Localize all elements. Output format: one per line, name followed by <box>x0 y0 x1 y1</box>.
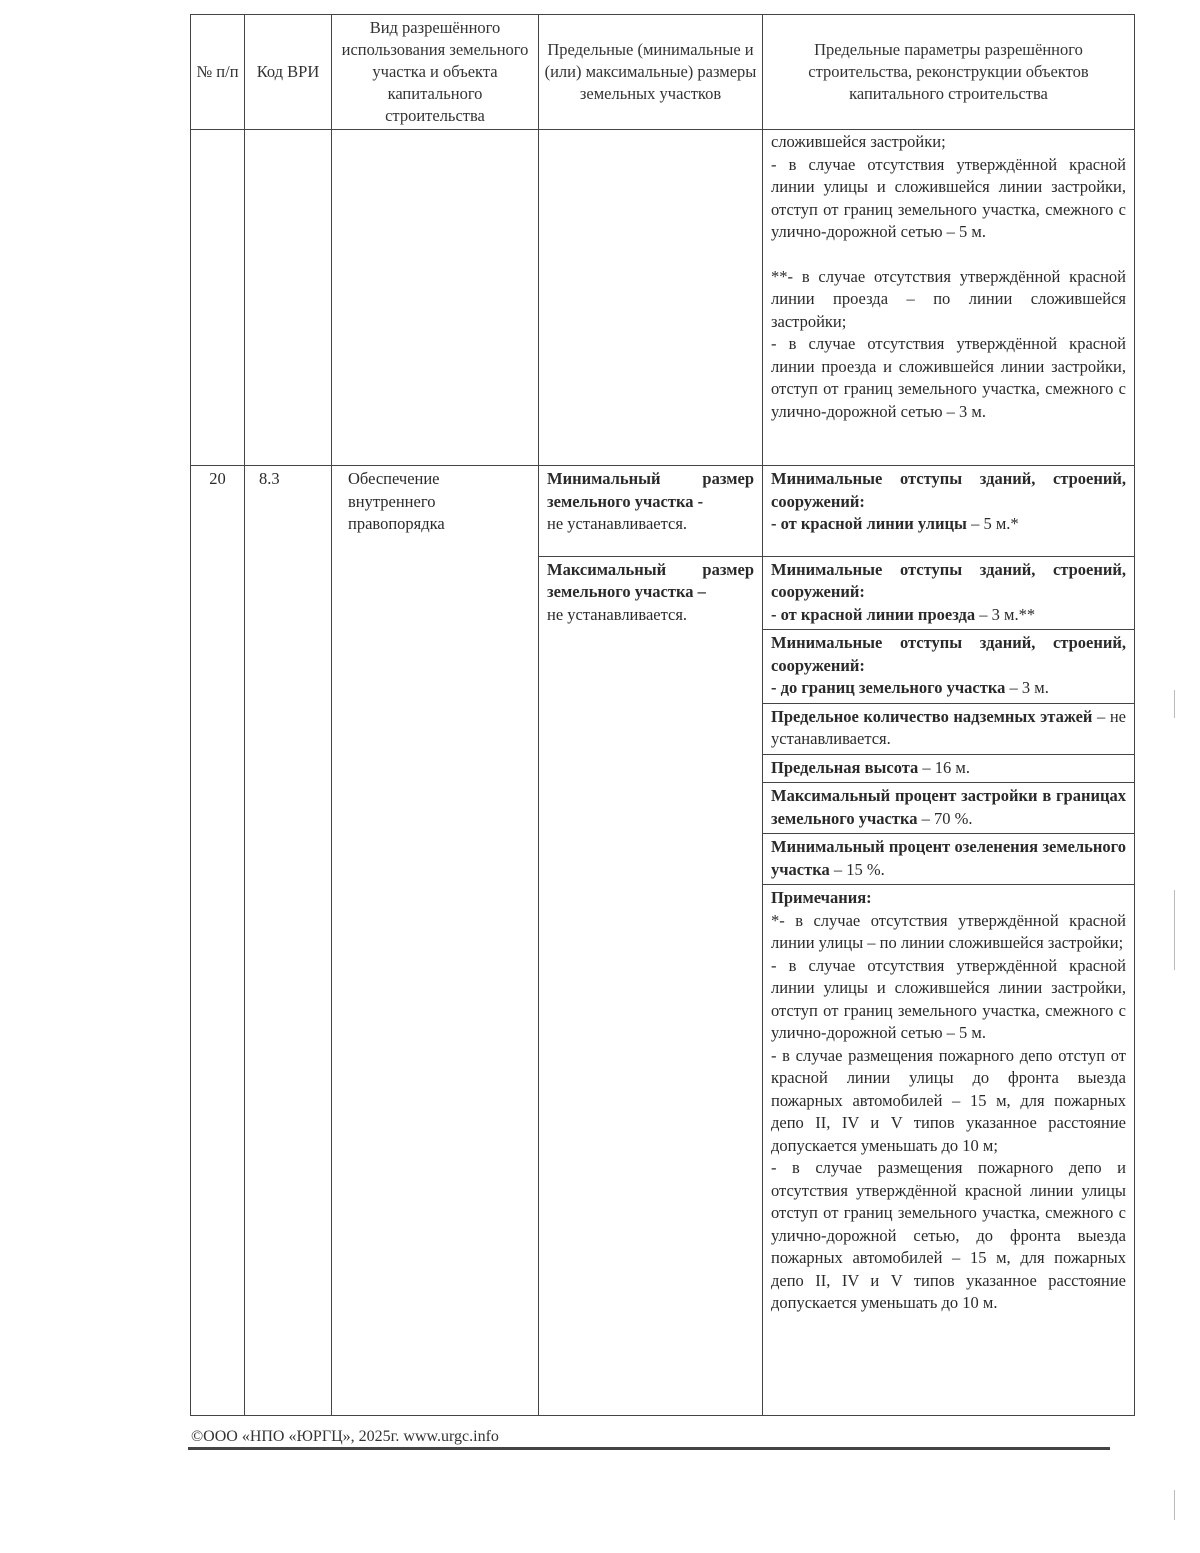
green-label: Минимальный процент озеленения земельного участка <box>771 837 1126 879</box>
cell-continued-params <box>763 130 1135 466</box>
notes-paragraph: - в случае отсутствия утверждённой красной линии улицы и сложившейся линии застройки, отступ от границ земельного участка, смежного с улично-дорожной сетью – 5 м. <box>771 955 1126 1042</box>
setback-passage-label: - от красной линии проезда <box>771 604 976 624</box>
continued-paragraph: **- в случае отсутствия утверждённой красной линии проезда – по линии сложившейся застройки; <box>771 266 1126 331</box>
cell-empty <box>539 130 763 466</box>
cell-row-params <box>763 466 1135 1416</box>
height-value: – 16 м. <box>918 757 970 777</box>
sizes-subtable <box>539 466 762 629</box>
notes-paragraph: - в случае размещения пожарного депо и отсутствия утверждённой красной линии улицы отступ от границ земельного участка, смежного с улично-дорожной сетью, до фронта выезда пожарных автомобилей – 15 м, для пожарных депо II, IV и V типов указанное расстояние допускается уменьшать до 10 м. <box>771 1158 1126 1312</box>
coverage-value: – 70 %. <box>917 808 973 828</box>
continued-paragraph: - в случае отсутствия утверждённой красной линии улицы и сложившейся линии застройки, отступ от границ земельного участка, смежного с улично-дорожной сетью – 5 м. <box>771 154 1126 241</box>
row-number: 20 <box>209 469 226 488</box>
zoning-regulations-table <box>190 14 1135 1416</box>
floors-value: – не устанавливается. <box>771 706 1126 748</box>
cell-empty <box>245 130 332 466</box>
setback-passage-value: – 3 м.** <box>975 604 1036 624</box>
table-header-row <box>191 15 1135 130</box>
table-row-continued <box>191 130 1135 466</box>
cell-empty <box>332 130 539 466</box>
setback-bounds-value: – 3 м. <box>1005 678 1049 697</box>
scan-artifact <box>1174 1490 1175 1520</box>
footer-copyright: ©ООО «НПО «ЮРГЦ», 2025г. www.urgc.info <box>191 1428 499 1445</box>
setback-passage-title: Минимальные отступы зданий, строений, сооружений: <box>771 559 1126 601</box>
setback-street-value: – 5 м.* <box>966 514 1019 533</box>
row-kind: Обеспечение внутреннего правопорядка <box>348 469 445 533</box>
height-label: Предельная высота <box>771 757 919 777</box>
notes-title: Примечания: <box>771 888 872 907</box>
setback-street-label: - от красной линии улицы <box>771 514 967 533</box>
setback-bounds-label: - до границ земельного участка <box>771 678 1006 697</box>
cell-row-code <box>245 466 332 1416</box>
setback-bounds-title: Минимальные отступы зданий, строений, сооружений: <box>771 633 1126 675</box>
notes-paragraph: *- в случае отсутствия утверждённой красной линии улицы – по линии сложившейся застройки; <box>771 910 1126 952</box>
header-code: Код ВРИ <box>245 15 332 130</box>
green-value: – 15 %. <box>829 859 885 879</box>
cell-row-number <box>191 466 245 1416</box>
min-size-title: Минимальный размер земельного участка - <box>547 469 754 511</box>
floors-label: Предельное количество надземных этажей <box>771 706 1093 726</box>
scan-artifact <box>1174 890 1175 970</box>
setback-street-title: Минимальные отступы зданий, строений, сооружений: <box>771 469 1126 511</box>
notes-paragraph: - в случае размещения пожарного депо отступ от красной линии улицы до фронта выезда пожарных автомобилей – 15 м, для пожарных депо II, IV и V типов указанное расстояние допускается уменьшать до 10 м; <box>771 1045 1126 1155</box>
header-kind: Вид разрешённого использования земельного участка и объекта капитального строительства <box>332 15 539 130</box>
continued-paragraph: - в случае отсутствия утверждённой красной линии проезда и сложившейся линии застройки, отступ от границ земельного участка, смежного с улично-дорожной сетью – 3 м. <box>771 334 1126 421</box>
scan-artifact <box>1174 690 1175 718</box>
footer-divider <box>188 1447 1110 1450</box>
cell-empty <box>191 130 245 466</box>
cell-row-kind <box>332 466 539 1416</box>
max-size-title: Максимальный размер земельного участка – <box>547 559 754 601</box>
row-code: 8.3 <box>259 469 280 488</box>
min-size-value: не устанавливается. <box>547 514 688 533</box>
continued-paragraph: сложившейся застройки; <box>771 132 946 151</box>
cell-row-sizes <box>539 466 763 1416</box>
header-sizes: Предельные (минимальные и (или) максимальные) размеры земельных участков <box>539 15 763 130</box>
max-size-value: не устанавливается. <box>547 604 688 624</box>
coverage-label: Максимальный процент застройки в границах земельного участка <box>771 786 1126 828</box>
params-subtable <box>763 466 1134 1318</box>
header-number: № п/п <box>191 15 245 130</box>
header-params: Предельные параметры разрешённого строительства, реконструкции объектов капитального строительства <box>763 15 1135 130</box>
table-row-20 <box>191 466 1135 1416</box>
